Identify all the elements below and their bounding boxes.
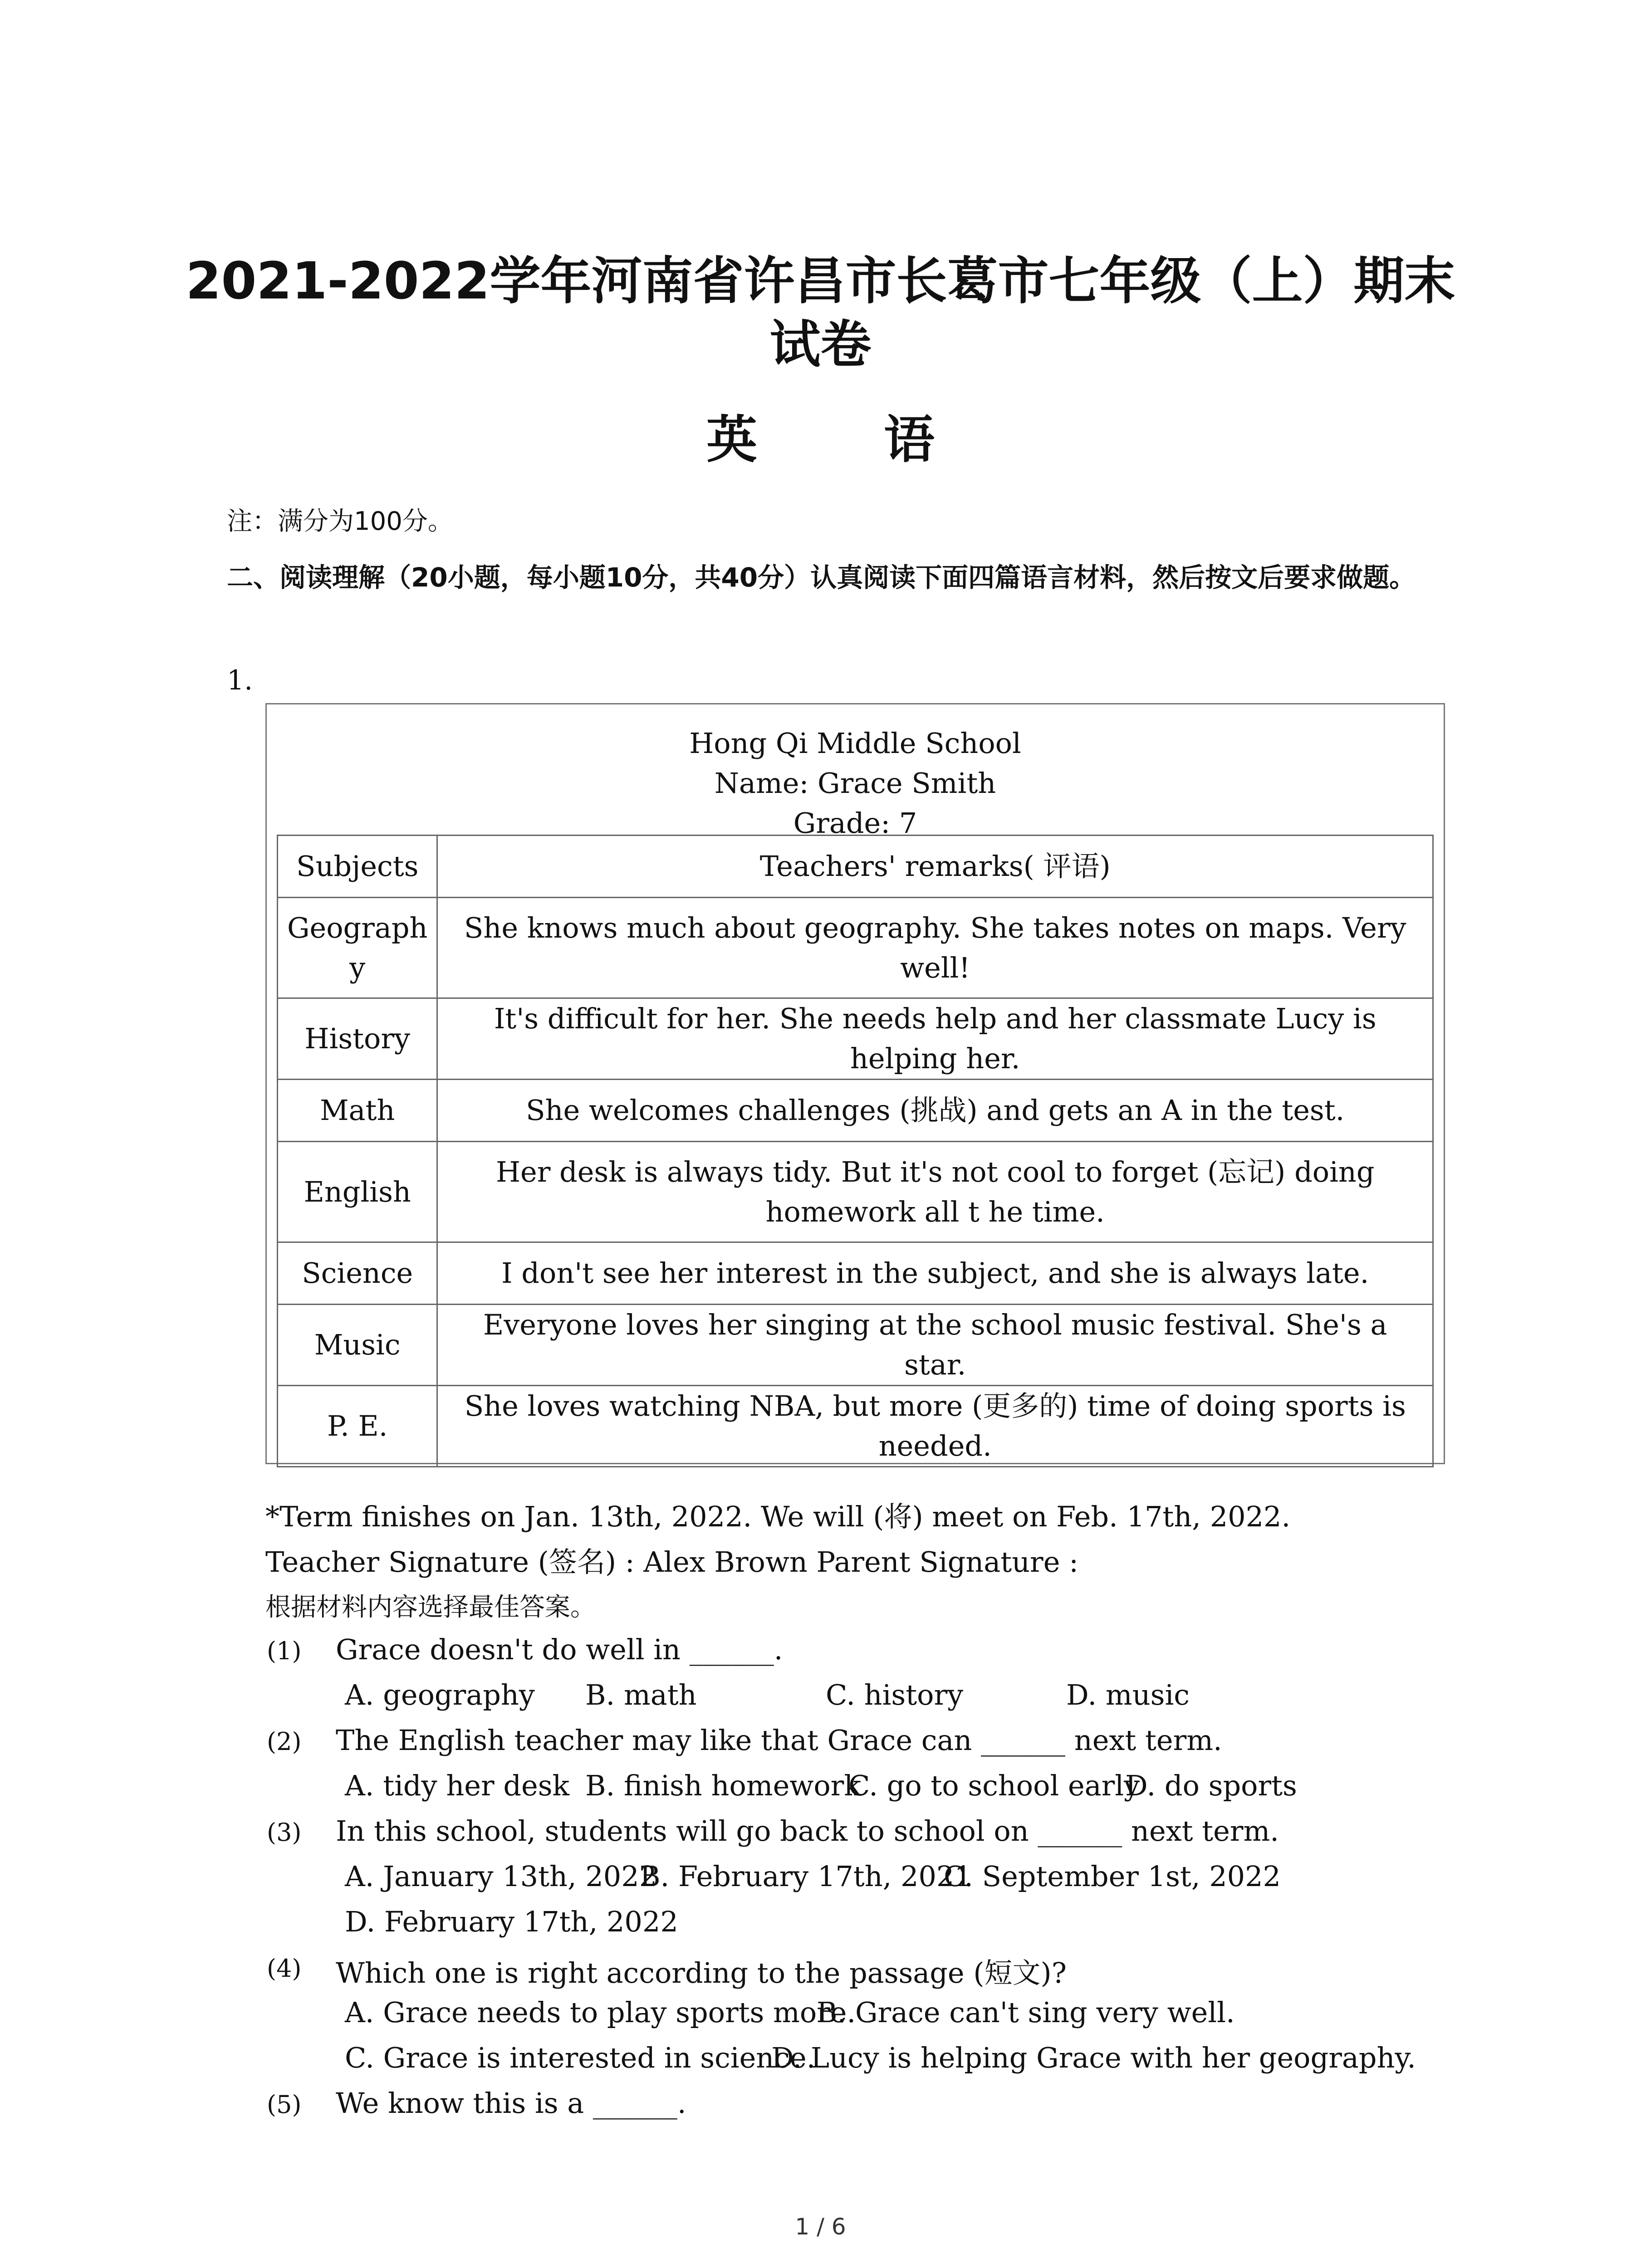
option-b[interactable]: B. math (585, 1678, 697, 1711)
sub-question-number: (5) (267, 2090, 302, 2119)
option-b[interactable]: B. finish homework (585, 1769, 861, 1802)
row-remark: Everyone loves her singing at the school music festival. She's a star. (437, 1305, 1433, 1386)
row-remark: I don't see her interest in the subject, and she is always late. (437, 1242, 1433, 1305)
report-school-name: Hong Qi Middle School (689, 727, 1021, 760)
row-remark: She loves watching NBA, but more (更多的) time of doing sports is needed. (437, 1386, 1433, 1467)
row-remark: She welcomes challenges (挑战) and gets an A in the test. (437, 1080, 1433, 1142)
option-a[interactable]: A. geography (345, 1678, 535, 1711)
question-number: 1. (227, 665, 253, 696)
option-b[interactable]: B. Grace can't sing very well. (817, 1996, 1235, 2029)
table-row (278, 898, 1433, 998)
option-c[interactable]: C. history (826, 1678, 964, 1711)
question-stem: In this school, students will go back to school on ______ next term. (336, 1814, 1279, 1848)
row-subject: Math (278, 1080, 437, 1142)
option-d[interactable]: D. February 17th, 2022 (345, 1905, 678, 1938)
row-remark: Her desk is always tidy. But it's not cool to forget (忘记) doing homework all t he time. (437, 1142, 1433, 1242)
header-remarks: Teachers' remarks( 评语) (437, 836, 1433, 898)
table-row (278, 998, 1433, 1080)
signature-line: Teacher Signature (签名) : Alex Brown Parent Signature : (265, 1545, 1078, 1579)
row-remark: It's difficult for her. She needs help and her classmate Lucy is helping her. (437, 998, 1433, 1080)
row-subject: Geograph y (278, 898, 437, 998)
exam-title-line-1: 2021-2022学年河南省许昌市长葛市七年级（上）期末 (186, 252, 1455, 311)
option-b[interactable]: B. February 17th, 2021 (640, 1860, 972, 1893)
row-subject: P. E. (278, 1386, 437, 1467)
question-stem: Grace doesn't do well in ______. (336, 1633, 783, 1666)
score-note: 注：满分为100分。 (227, 507, 453, 536)
subject-heading: 英 语 (706, 411, 989, 469)
option-a[interactable]: A. January 13th, 2022 (345, 1860, 657, 1893)
table-row (278, 1080, 1433, 1142)
table-row (278, 1386, 1433, 1467)
question-stem: Which one is right according to the passage (短文)? (336, 1956, 1067, 1989)
option-a[interactable]: A. tidy her desk (345, 1769, 570, 1802)
table-row (278, 1142, 1433, 1242)
option-a[interactable]: A. Grace needs to play sports more. (345, 1996, 856, 2029)
remarks-table (277, 835, 1434, 1467)
instruction: 根据材料内容选择最佳答案。 (265, 1593, 596, 1622)
question-stem: We know this is a ______. (336, 2087, 686, 2120)
table-row (278, 1242, 1433, 1305)
header-subjects: Subjects (278, 836, 437, 898)
sub-question-number: (2) (267, 1727, 302, 1756)
sub-question-number: (1) (267, 1637, 302, 1665)
row-subject: Music (278, 1305, 437, 1386)
row-subject: History (278, 998, 437, 1080)
sub-question-number: (4) (267, 1954, 302, 1983)
section-heading: 二、阅读理解（20小题，每小题10分，共40分）认真阅读下面四篇语言材料，然后按文后要求做题。 (227, 562, 1416, 593)
exam-title-line-2: 试卷 (769, 315, 872, 374)
page-number: 1 / 6 (795, 2214, 846, 2240)
sub-question-number: (3) (267, 1818, 302, 1847)
row-subject: English (278, 1142, 437, 1242)
term-note: *Term finishes on Jan. 13th, 2022. We will (将) meet on Feb. 17th, 2022. (265, 1500, 1291, 1533)
report-grade: Grade: 7 (793, 807, 917, 840)
report-student-name: Name: Grace Smith (714, 767, 996, 800)
row-subject: Science (278, 1242, 437, 1305)
table-header-row (278, 836, 1433, 898)
question-stem: The English teacher may like that Grace can ______ next term. (336, 1724, 1222, 1757)
option-c[interactable]: C. go to school early (848, 1769, 1140, 1802)
row-remark: She knows much about geography. She takes notes on maps. Very well! (437, 898, 1433, 998)
option-c[interactable]: C. Grace is interested in science. (345, 2041, 816, 2074)
option-d[interactable]: D. Lucy is helping Grace with her geography. (771, 2041, 1416, 2074)
option-d[interactable]: D. do sports (1125, 1769, 1297, 1802)
option-d[interactable]: D. music (1066, 1678, 1190, 1711)
table-row (278, 1305, 1433, 1386)
option-c[interactable]: C. September 1st, 2022 (944, 1860, 1281, 1893)
